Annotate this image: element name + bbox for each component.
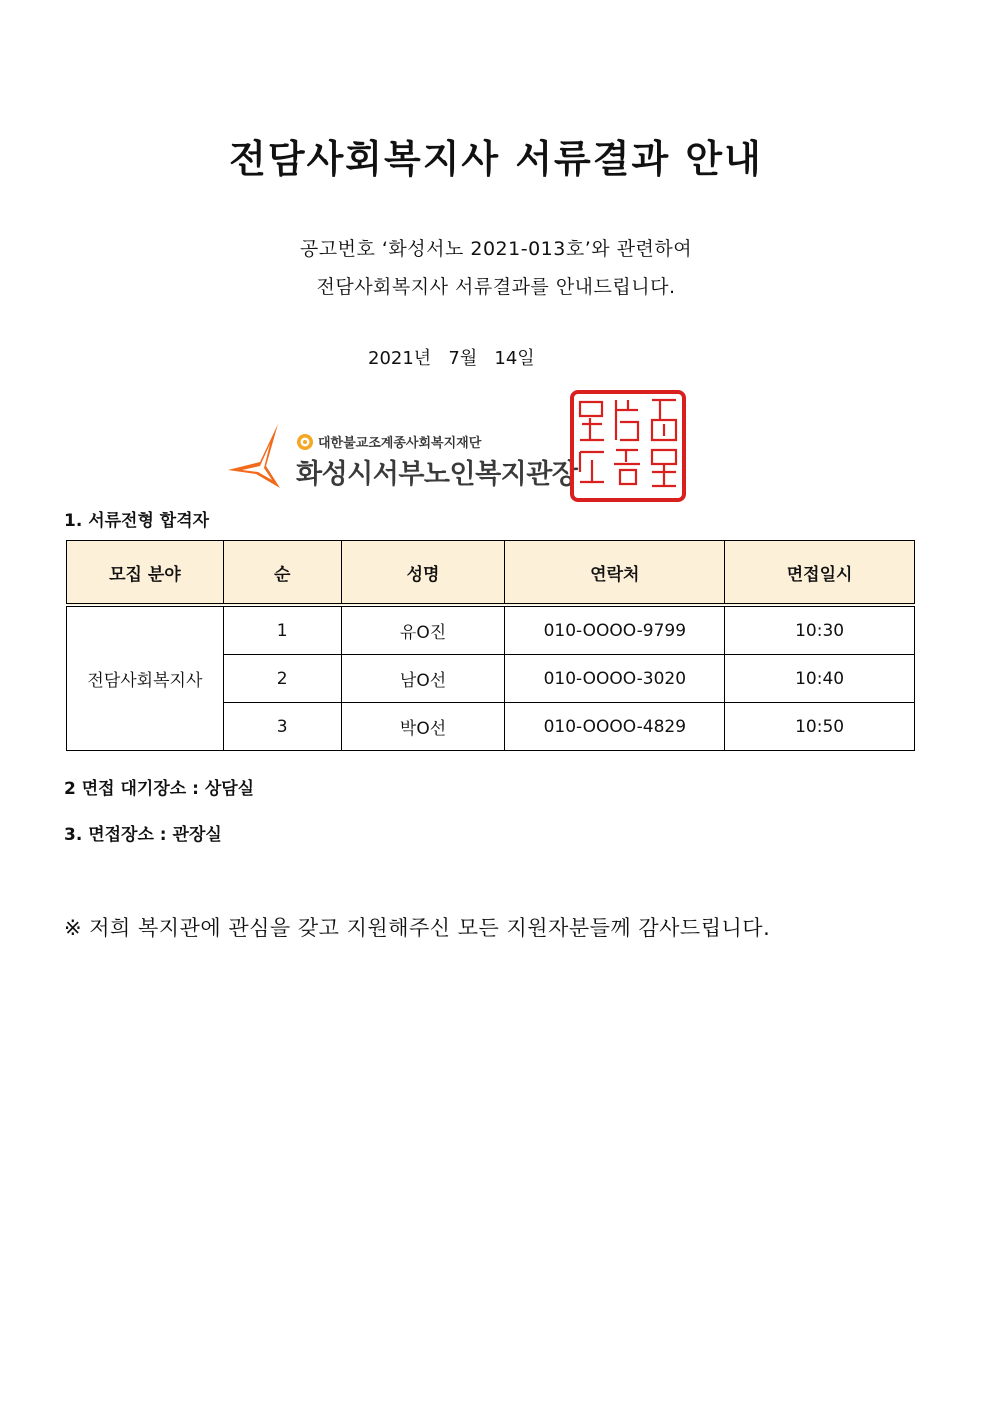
organization-name: 화성시서부노인복지관장 — [296, 459, 578, 490]
issue-date: 2021년 7월 14일 — [368, 348, 535, 369]
contact-cell: 010-OOOO-9799 — [505, 605, 725, 655]
closing-remark: ※ 저희 복지관에 관심을 갖고 지원해주신 모든 지원자분들께 감사드립니다. — [64, 916, 771, 940]
applicant-name-cell: 박O선 — [341, 703, 505, 751]
table-row — [67, 605, 915, 655]
applicant-name-cell: 남O선 — [341, 655, 505, 703]
intro-line-2: 전담사회복지사 서류결과를 안내드립니다. — [316, 276, 676, 298]
document-title: 전담사회복지사 서류결과 안내 — [229, 137, 763, 181]
order-cell: 3 — [223, 703, 341, 751]
official-seal-icon — [568, 388, 688, 504]
order-cell: 2 — [223, 655, 341, 703]
table-header-row — [67, 541, 915, 606]
interview-time-cell: 10:40 — [725, 655, 915, 703]
contact-cell: 010-OOOO-4829 — [505, 703, 725, 751]
column-header-contact: 연락처 — [505, 541, 725, 606]
contact-cell: 010-OOOO-3020 — [505, 655, 725, 703]
foundation-name: 대한불교조계종사회복지재단 — [318, 436, 482, 451]
column-header-name: 성명 — [341, 541, 505, 606]
recruitment-field-cell: 전담사회복지사 — [67, 605, 224, 751]
passed-applicants-table — [66, 540, 915, 751]
intro-line-1: 공고번호 ‘화성서노 2021-013호’와 관련하여 — [299, 238, 693, 260]
waiting-room-note: 2 면접 대기장소 : 상담실 — [64, 779, 255, 799]
order-cell: 1 — [223, 605, 341, 655]
interview-room-note: 3. 면접장소 : 관장실 — [64, 825, 222, 845]
interview-time-cell: 10:30 — [725, 605, 915, 655]
column-header-field: 모집 분야 — [67, 541, 224, 606]
applicant-name-cell: 유O진 — [341, 605, 505, 655]
column-header-interview-time: 면접일시 — [725, 541, 915, 606]
interview-time-cell: 10:50 — [725, 703, 915, 751]
column-header-order: 순 — [223, 541, 341, 606]
section-1-heading: 1. 서류전형 합격자 — [64, 511, 210, 531]
